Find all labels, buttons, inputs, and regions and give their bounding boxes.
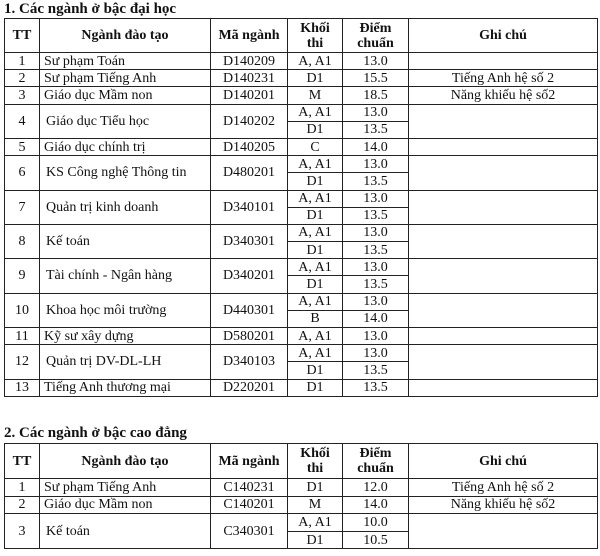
row-score: 13.0 [343, 104, 409, 121]
table-row [5, 156, 598, 173]
row-note: Năng khiếu hệ số2 [409, 496, 598, 514]
row-tt: 10 [5, 293, 40, 327]
row-note [409, 138, 598, 155]
row-code: D340101 [211, 190, 288, 224]
row-name: Sư phạm Tiếng Anh [40, 479, 211, 497]
row-group: M [288, 496, 343, 514]
row-group: A, A1 [288, 53, 343, 70]
row-group: D1 [288, 276, 343, 293]
row-code: D580201 [211, 328, 288, 345]
row-name: Khoa học môi trường [40, 293, 211, 327]
row-code: D140201 [211, 87, 288, 104]
table-row [5, 479, 598, 497]
row-tt: 7 [5, 190, 40, 224]
row-tt: 1 [5, 479, 40, 497]
row-tt: 12 [5, 345, 40, 379]
row-score: 13.0 [343, 224, 409, 241]
table-row [5, 87, 598, 104]
row-note: Tiếng Anh hệ số 2 [409, 70, 598, 87]
row-group: D1 [288, 173, 343, 190]
row-group: D1 [288, 70, 343, 87]
row-note [409, 345, 598, 379]
row-name: Giáo dục Tiểu học [40, 104, 211, 138]
table-row [5, 328, 598, 345]
header-score: Điểm chuẩn [343, 19, 409, 53]
row-score: 10.5 [343, 531, 409, 549]
row-tt: 9 [5, 259, 40, 293]
table-row [5, 138, 598, 155]
row-name: KS Công nghệ Thông tin [40, 156, 211, 190]
section1-title: 1. Các ngành ở bậc đại học [4, 1, 177, 17]
row-group: A, A1 [288, 293, 343, 310]
row-group: A, A1 [288, 104, 343, 121]
row-tt: 4 [5, 104, 40, 138]
header-tt: TT [5, 444, 40, 479]
row-note [409, 379, 598, 396]
row-group: M [288, 87, 343, 104]
row-score: 13.0 [343, 328, 409, 345]
table-row [5, 514, 598, 532]
row-name: Giáo dục chính trị [40, 138, 211, 155]
row-note [409, 514, 598, 549]
row-group: A, A1 [288, 328, 343, 345]
row-tt: 3 [5, 514, 40, 549]
row-score: 18.5 [343, 87, 409, 104]
row-group: D1 [288, 379, 343, 396]
row-score: 13.5 [343, 121, 409, 138]
row-score: 13.5 [343, 173, 409, 190]
table-row [5, 293, 598, 310]
row-name: Sư phạm Tiếng Anh [40, 70, 211, 87]
row-score: 14.0 [343, 496, 409, 514]
row-name: Kế toán [40, 224, 211, 258]
row-score: 13.5 [343, 379, 409, 396]
row-tt: 3 [5, 87, 40, 104]
row-name: Kỹ sư xây dựng [40, 328, 211, 345]
header-group: Khối thi [288, 444, 343, 479]
row-group: D1 [288, 362, 343, 379]
row-tt: 2 [5, 496, 40, 514]
row-group: D1 [288, 242, 343, 259]
university-table [4, 18, 598, 397]
table-row [5, 190, 598, 207]
header-note: Ghi chú [409, 444, 598, 479]
row-note [409, 104, 598, 138]
header-code: Mã ngành [211, 444, 288, 479]
row-score: 15.5 [343, 70, 409, 87]
row-score: 12.0 [343, 479, 409, 497]
row-score: 13.0 [343, 190, 409, 207]
header-row [5, 19, 598, 53]
table-row [5, 70, 598, 87]
row-name: Kế toán [40, 514, 211, 549]
row-name: Sư phạm Toán [40, 53, 211, 70]
row-score: 13.0 [343, 259, 409, 276]
header-code: Mã ngành [211, 19, 288, 53]
row-group: C [288, 138, 343, 155]
row-note [409, 259, 598, 293]
header-score: Điểm chuẩn [343, 444, 409, 479]
table-row [5, 259, 598, 276]
row-score: 13.5 [343, 362, 409, 379]
row-note [409, 224, 598, 258]
section2-title: 2. Các ngành ở bậc cao đẳng [4, 425, 187, 441]
row-note [409, 293, 598, 327]
row-score: 13.0 [343, 53, 409, 70]
row-score: 13.0 [343, 156, 409, 173]
table-row [5, 53, 598, 70]
table-row [5, 345, 598, 362]
row-note [409, 190, 598, 224]
row-group: B [288, 310, 343, 327]
row-group: D1 [288, 479, 343, 497]
row-score: 14.0 [343, 138, 409, 155]
row-tt: 2 [5, 70, 40, 87]
row-name: Quản trị kinh doanh [40, 190, 211, 224]
row-code: D220201 [211, 379, 288, 396]
row-code: C140231 [211, 479, 288, 497]
row-code: C340301 [211, 514, 288, 549]
row-score: 13.5 [343, 207, 409, 224]
row-score: 13.0 [343, 293, 409, 310]
row-code: D140202 [211, 104, 288, 138]
row-note [409, 156, 598, 190]
row-name: Giáo dục Mầm non [40, 87, 211, 104]
row-score: 13.5 [343, 242, 409, 259]
header-row [5, 444, 598, 479]
header-name: Ngành đào tạo [40, 444, 211, 479]
row-code: D340103 [211, 345, 288, 379]
row-tt: 6 [5, 156, 40, 190]
row-group: A, A1 [288, 224, 343, 241]
row-code: C140201 [211, 496, 288, 514]
header-tt: TT [5, 19, 40, 53]
row-code: D140209 [211, 53, 288, 70]
row-score: 14.0 [343, 310, 409, 327]
row-code: D140231 [211, 70, 288, 87]
row-code: D480201 [211, 156, 288, 190]
row-name: Giáo dục Mầm non [40, 496, 211, 514]
row-group: A, A1 [288, 190, 343, 207]
row-code: D140205 [211, 138, 288, 155]
row-tt: 5 [5, 138, 40, 155]
row-name: Quản trị DV-DL-LH [40, 345, 211, 379]
row-name: Tiếng Anh thương mại [40, 379, 211, 396]
row-note: Tiếng Anh hệ số 2 [409, 479, 598, 497]
header-name: Ngành đào tạo [40, 19, 211, 53]
table-row [5, 104, 598, 121]
row-score: 10.0 [343, 514, 409, 532]
header-group: Khối thi [288, 19, 343, 53]
row-code: D340201 [211, 259, 288, 293]
table-row [5, 224, 598, 241]
row-note [409, 53, 598, 70]
table-row [5, 496, 598, 514]
row-name: Tài chính - Ngân hàng [40, 259, 211, 293]
row-group: D1 [288, 207, 343, 224]
college-table [4, 443, 598, 549]
row-group: A, A1 [288, 514, 343, 532]
row-group: D1 [288, 531, 343, 549]
row-note: Năng khiếu hệ số2 [409, 87, 598, 104]
header-note: Ghi chú [409, 19, 598, 53]
row-score: 13.5 [343, 276, 409, 293]
row-tt: 1 [5, 53, 40, 70]
table-row [5, 379, 598, 396]
row-tt: 11 [5, 328, 40, 345]
row-group: A, A1 [288, 259, 343, 276]
row-tt: 8 [5, 224, 40, 258]
row-score: 13.0 [343, 345, 409, 362]
row-group: A, A1 [288, 345, 343, 362]
row-code: D440301 [211, 293, 288, 327]
row-note [409, 328, 598, 345]
row-group: D1 [288, 121, 343, 138]
row-group: A, A1 [288, 156, 343, 173]
row-code: D340301 [211, 224, 288, 258]
row-tt: 13 [5, 379, 40, 396]
